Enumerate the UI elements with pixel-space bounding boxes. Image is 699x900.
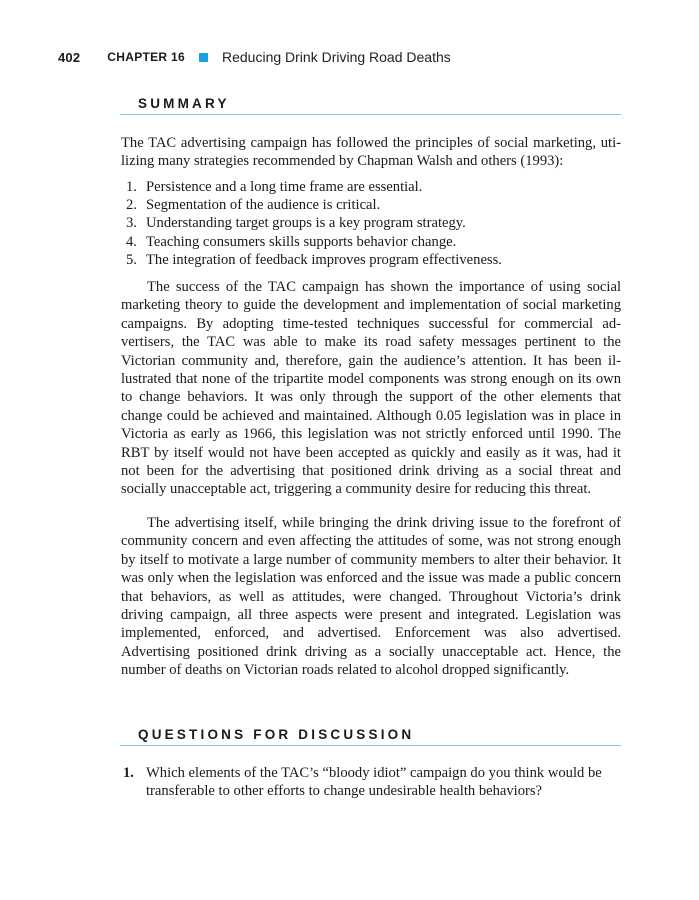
summary-paragraph-1: The success of the TAC campaign has shown the importance of using social marketing theory to guide the development and implementation of social marketing campaigns. By adopting time-tested techniques successful for commercial advertisers, the TAC was able to make its road safety messages pertinent to the Victorian community and, therefore, gain the audience’s attention. It has been illustrated that none of the tripartite model components was strong enough on its own to change behaviors. It was only through the support of the other elements that change could be achieved and maintained. Although 0.05 legislation was in place in Victoria as early as 1966, this legislation was not strictly enforced until 1990. The RBT by itself would not have been accepted as quickly and easily as it was, had it not been for the advertising that positioned drink driving as a social threat and socially unacceptable act, triggering a community desire for reducing this threat. bbox=[121, 279, 621, 498]
list-item bbox=[121, 196, 621, 214]
list-item-number: 3. bbox=[126, 215, 137, 232]
summary-paragraph-2: The advertising itself, while bringing the drink driving issue to the forefront of community concern and even affecting the attitudes of some, was not strong enough by itself to motivate a large number of community members to alter their behavior. It was only when the legislation was enforced and the issue was made a public concern that behaviors, as well as attitudes, were changed. Throughout Victoria’s drink driving campaign, all three aspects were present and integrated. Legislation was implemented, enforced, and advertised. Enforcement was also advertised. Advertising positioned drink driving as a socially unacceptable act. Hence, the number of deaths on Victorian roads related to alcohol dropped significantly. bbox=[121, 515, 621, 679]
list-item-text: Persistence and a long time frame are essential. bbox=[146, 179, 423, 195]
list-item bbox=[121, 178, 621, 196]
list-item-text: The integration of feedback improves program effectiveness. bbox=[146, 251, 502, 268]
list-item-text: Teaching consumers skills supports behavior change. bbox=[146, 233, 457, 250]
list-item bbox=[121, 214, 621, 232]
summary-list bbox=[121, 178, 621, 269]
question-text: Which elements of the TAC’s “bloody idiot” campaign do you think would be transferable to other efforts to change undesirable health behaviors? bbox=[146, 765, 602, 800]
list-item-number: 5. bbox=[126, 251, 137, 268]
list-item-number: 2. bbox=[126, 197, 137, 214]
summary-heading: SUMMARY bbox=[120, 96, 621, 115]
summary-intro bbox=[121, 134, 621, 171]
running-header bbox=[58, 48, 451, 66]
intro-line: The TAC advertising campaign has followed the principles of social marketing, uti- bbox=[121, 135, 621, 151]
intro-line: lizing many strategies recommended by Chapman Walsh and others (1993): bbox=[121, 153, 564, 170]
list-item-text: Understanding target groups is a key program strategy. bbox=[146, 215, 466, 232]
question-list bbox=[121, 764, 621, 801]
list-item bbox=[121, 233, 621, 251]
list-item-number: 1. bbox=[126, 179, 137, 195]
questions-heading: QUESTIONS FOR DISCUSSION bbox=[120, 727, 621, 746]
blue-square-icon bbox=[199, 53, 208, 62]
list-item-text: Segmentation of the audience is critical. bbox=[146, 197, 381, 214]
list-item-number: 4. bbox=[126, 233, 137, 250]
question-number: 1. bbox=[123, 765, 134, 781]
question-item bbox=[121, 764, 621, 801]
chapter-label: CHAPTER 16 bbox=[107, 50, 185, 64]
running-title: Reducing Drink Driving Road Deaths bbox=[221, 49, 451, 65]
page-number: 402 bbox=[58, 49, 81, 65]
list-item bbox=[121, 251, 621, 269]
